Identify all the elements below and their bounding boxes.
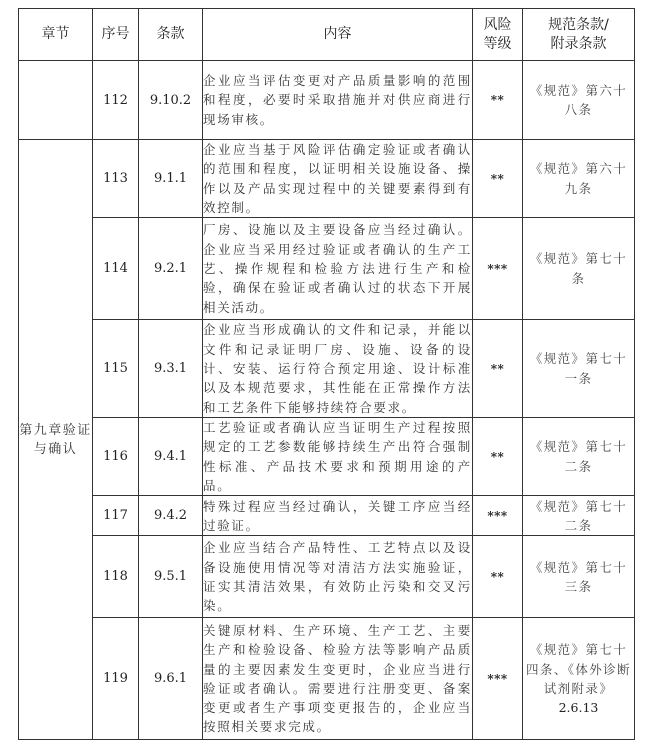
header-risk: 风险等级 — [473, 9, 523, 61]
row-content: 特殊过程应当经过确认，关键工序应当经过验证。 — [203, 496, 473, 536]
row-content: 关键原材料、生产环境、生产工艺、主要生产和检验设备、检验方法等影响产品质量的主要因素发生变更时，企业应当进行验证或者确认。需要进行注册变更、备案变更或者生产事项变更报告的，企业应当按照相关要求完成。 — [203, 618, 473, 740]
row-clause: 9.10.2 — [139, 61, 203, 140]
table-row — [19, 320, 635, 418]
row-clause: 9.2.1 — [139, 218, 203, 320]
header-content: 内容 — [203, 9, 473, 61]
row-risk: *** — [473, 618, 523, 740]
chapter-cell-empty — [19, 61, 93, 140]
row-risk: *** — [473, 496, 523, 536]
row-risk: ** — [473, 320, 523, 418]
row-clause: 9.5.1 — [139, 536, 203, 618]
row-ref: 《规范》第七十条 — [523, 218, 635, 320]
row-ref: 《规范》第七十一条 — [523, 320, 635, 418]
row-content: 企业应当评估变更对产品质量影响的范围和程度，必要时采取措施并对供应商进行现场审核。 — [203, 61, 473, 140]
row-content: 企业应当结合产品特性、工艺特点以及设备设施使用情况等对清洁方法实施验证，证实其清洁效果，有效防止污染和交叉污染。 — [203, 536, 473, 618]
row-clause: 9.4.1 — [139, 418, 203, 496]
row-seq: 116 — [93, 418, 139, 496]
table-row — [19, 536, 635, 618]
row-ref-code: 2.6.13 — [558, 700, 599, 716]
header-row — [19, 9, 635, 61]
row-seq: 112 — [93, 61, 139, 140]
row-risk: ** — [473, 418, 523, 496]
row-ref: 《规范》第七十二条 — [523, 496, 635, 536]
row-risk: ** — [473, 140, 523, 218]
regulation-table — [18, 8, 635, 740]
chapter-cell: 第九章验证与确认 — [19, 140, 93, 740]
row-clause: 9.1.1 — [139, 140, 203, 218]
row-content: 工艺验证或者确认应当证明生产过程按照规定的工艺参数能够持续生产出符合强制性标准、产品技术要求和预期用途的产品。 — [203, 418, 473, 496]
table-row — [19, 418, 635, 496]
row-seq: 114 — [93, 218, 139, 320]
row-risk: ** — [473, 536, 523, 618]
row-ref: 《规范》第六十九条 — [523, 140, 635, 218]
row-seq: 117 — [93, 496, 139, 536]
table-row — [19, 61, 635, 140]
table-row — [19, 496, 635, 536]
header-seq: 序号 — [93, 9, 139, 61]
header-ref: 规范条款/附录条款 — [523, 9, 635, 61]
row-ref-cell — [523, 618, 635, 740]
row-content: 企业应当形成确认的文件和记录，并能以文件和记录证明厂房、设施、设备的设计、安装、运行符合预定用途、设计标准以及本规范要求，其性能在正常操作方法和工艺条件下能够持续符合要求。 — [203, 320, 473, 418]
row-seq: 115 — [93, 320, 139, 418]
row-risk: ** — [473, 61, 523, 140]
row-seq: 113 — [93, 140, 139, 218]
row-seq: 119 — [93, 618, 139, 740]
table-row — [19, 618, 635, 740]
row-clause: 9.6.1 — [139, 618, 203, 740]
row-clause: 9.3.1 — [139, 320, 203, 418]
row-seq: 118 — [93, 536, 139, 618]
row-ref: 《规范》第七十四条、《体外诊断试剂附录》 — [526, 642, 631, 696]
row-ref: 《规范》第七十二条 — [523, 418, 635, 496]
row-risk: *** — [473, 218, 523, 320]
row-ref: 《规范》第六十八条 — [523, 61, 635, 140]
row-content: 企业应当基于风险评估确定验证或者确认的范围和程度，以证明相关设施设备、操作以及产品实现过程中的关键要素得到有效控制。 — [203, 140, 473, 218]
table-row — [19, 140, 635, 218]
row-ref: 《规范》第七十三条 — [523, 536, 635, 618]
table-row — [19, 218, 635, 320]
row-content: 厂房、设施以及主要设备应当经过确认。企业应当采用经过验证或者确认的生产工艺、操作规程和检验方法进行生产和检验，确保在验证或者确认过的状态下开展相关活动。 — [203, 218, 473, 320]
header-chapter: 章节 — [19, 9, 93, 61]
row-clause: 9.4.2 — [139, 496, 203, 536]
header-clause: 条款 — [139, 9, 203, 61]
